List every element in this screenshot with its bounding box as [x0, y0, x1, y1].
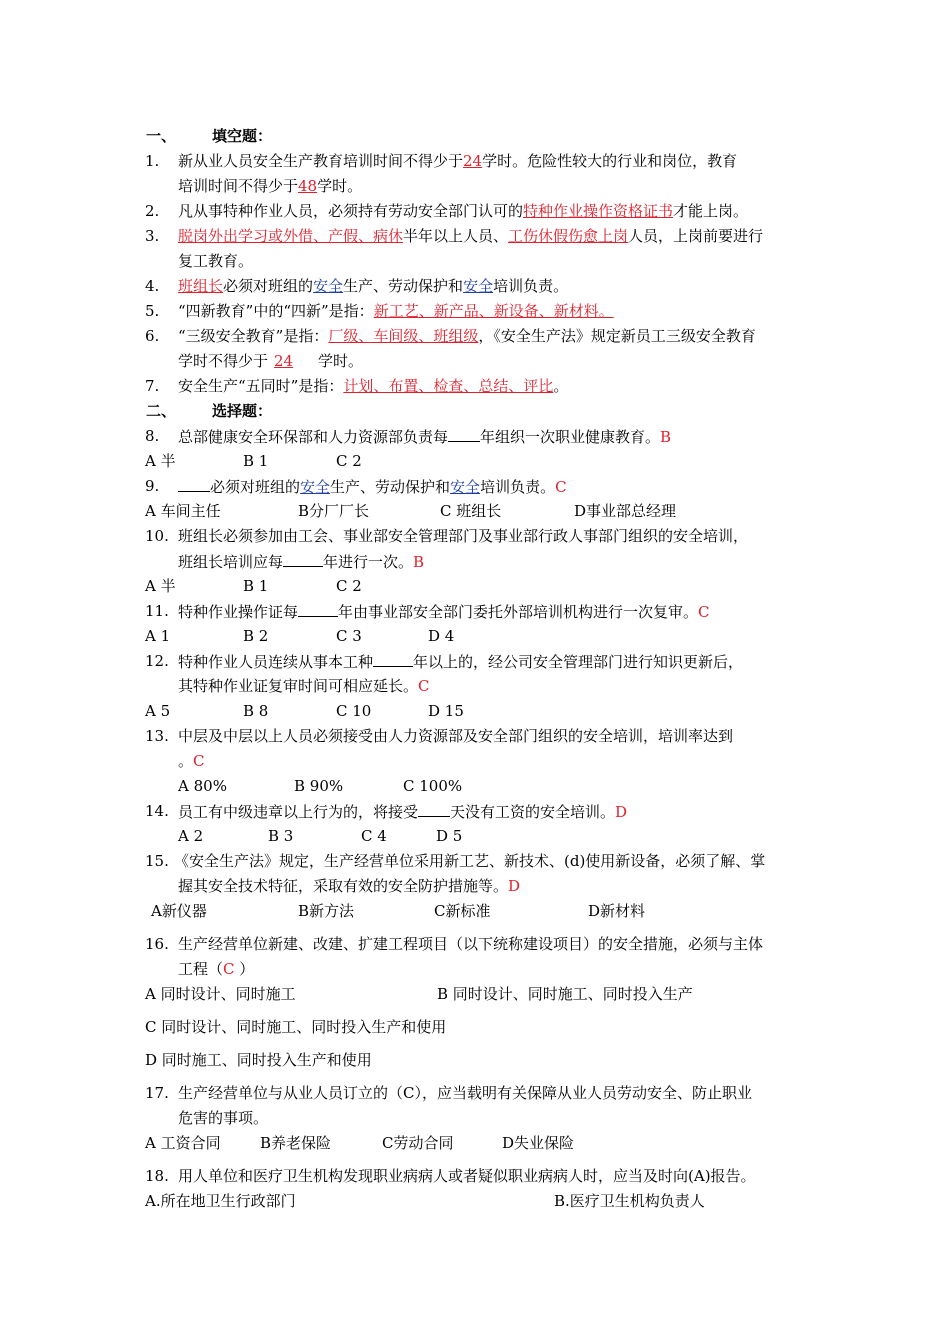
question-number: 1.: [145, 152, 160, 170]
option-c: C 4: [361, 827, 387, 845]
question-number: 12.: [145, 652, 169, 670]
option-a: A 80%: [178, 777, 227, 795]
option-b: B养老保险: [260, 1134, 332, 1152]
option-b: B 1: [243, 452, 269, 470]
keyword-link: 安全: [300, 478, 331, 496]
option-d: D 5: [436, 827, 463, 845]
option-c: C 2: [336, 577, 362, 595]
question-text: 安全生产“五同时”是指：计划、布置、检查、总结、评比。: [178, 377, 569, 395]
option-c: C 同时设计、同时施工、同时投入生产和使用: [145, 1018, 447, 1036]
question-text: 必须对班组的安全生产、劳动保护和安全培训负责。C: [178, 476, 567, 497]
question-text: 复工教育。: [178, 252, 254, 270]
option-b: B 1: [243, 577, 269, 595]
question-text: 。C: [178, 752, 205, 770]
answer-fill: 24: [463, 152, 483, 170]
option-b: B.医疗卫生机构负责人: [554, 1192, 705, 1210]
option-a: A.所在地卫生行政部门: [145, 1192, 296, 1210]
keyword-link: 安全: [463, 277, 494, 295]
question-text: 班组长培训应每 年进行一次。B: [178, 553, 425, 571]
question-text: 新从业人员安全生产教育培训时间不得少于24学时。危险性较大的行业和岗位，教育: [178, 152, 738, 170]
answer-fill: 工伤休假伤愈上岗: [508, 227, 629, 245]
question-number: 18.: [145, 1167, 169, 1185]
option-b: B 8: [243, 702, 269, 720]
question-number: 9.: [145, 477, 160, 495]
question-number: 13.: [145, 727, 169, 745]
question-number: 17.: [145, 1084, 169, 1102]
question-number: 8.: [145, 427, 160, 445]
option-a: A 1: [145, 627, 171, 645]
option-c: C 3: [336, 627, 362, 645]
option-a: A 5: [145, 702, 171, 720]
question-text: 工程（C ）: [178, 960, 255, 978]
section-number: 一、: [146, 127, 177, 145]
answer-fill: 48: [298, 177, 318, 195]
question-text: 总部健康安全环保部和人力资源部负责每 年组织一次职业健康教育。B: [178, 428, 672, 446]
option-b: B 3: [268, 827, 294, 845]
question-number: 10.: [145, 527, 169, 545]
question-text: 培训时间不得少于48学时。: [178, 177, 363, 195]
keyword-link: 安全: [313, 277, 344, 295]
option-b: B 同时设计、同时施工、同时投入生产: [437, 985, 693, 1003]
answer-letter: B: [660, 428, 672, 446]
option-b: B新方法: [298, 902, 355, 920]
question-number: 3.: [145, 227, 160, 245]
question-text: 握其安全技术特征，采取有效的安全防护措施等。D: [178, 877, 521, 895]
section-number: 二、: [146, 402, 177, 420]
question-text: 员工有中级违章以上行为的，将接受 天没有工资的安全培训。D: [178, 803, 628, 821]
option-c: C劳动合同: [382, 1134, 454, 1152]
question-text: 班组长必须参加由工会、事业部安全管理部门及事业部行政人事部门组织的安全培训，: [178, 527, 749, 545]
question-text: “三级安全教育”是指：厂级、车间级、班组级，《安全生产法》规定新员工三级安全教育: [178, 327, 756, 345]
option-c: C 2: [336, 452, 362, 470]
answer-letter: B: [413, 553, 425, 571]
option-d: D 15: [428, 702, 464, 720]
option-b: B 90%: [294, 777, 344, 795]
option-c: C 班组长: [440, 502, 502, 520]
question-number: 2.: [145, 202, 160, 220]
option-a: A 半: [145, 452, 176, 470]
answer-letter: D: [508, 877, 521, 895]
question-number: 11.: [145, 602, 169, 620]
option-d: D新材料: [588, 902, 646, 920]
option-c: C 10: [336, 702, 372, 720]
question-text: 学时不得少于 24 学时。: [178, 352, 364, 370]
question-number: 5.: [145, 302, 160, 320]
option-c: C新标准: [434, 902, 491, 920]
answer-fill: 计划、布置、检查、总结、评比: [343, 377, 554, 395]
answer-letter: C: [698, 603, 710, 621]
answer-letter: D: [615, 803, 628, 821]
question-text: 特种作业人员连续从事本工种 年以上的，经公司安全管理部门进行知识更新后，: [178, 653, 744, 671]
question-number: 15.: [145, 852, 169, 870]
option-a: A 同时设计、同时施工: [145, 985, 296, 1003]
section-title: 选择题：: [212, 402, 273, 420]
question-text: 中层及中层以上人员必须接受由人力资源部及安全部门组织的安全培训，培训率达到: [178, 727, 734, 745]
answer-fill: 新工艺、新产品、新设备、新材料。: [373, 302, 614, 320]
question-text: 其特种作业证复审时间可相应延长。C: [178, 677, 430, 695]
question-text: 生产经营单位新建、改建、扩建工程项目（以下统称建设项目）的安全措施，必须与主体: [178, 935, 764, 953]
option-a: A 2: [178, 827, 204, 845]
keyword-link: 安全: [450, 478, 481, 496]
question-text: 危害的事项。: [178, 1109, 269, 1127]
question-text: 《安全生产法》规定，生产经营单位采用新工艺、新技术、(d)使用新设备，必须了解、掌: [174, 852, 766, 870]
option-a: A 工资合同: [145, 1134, 221, 1152]
option-d: D事业部总经理: [574, 502, 677, 520]
question-number: 6.: [145, 327, 160, 345]
section-title: 填空题：: [212, 127, 273, 145]
question-text: 凡从事特种作业人员，必须持有劳动安全部门认可的特种作业操作资格证书才能上岗。: [178, 202, 749, 220]
answer-fill: 班组长: [178, 277, 224, 295]
answer-letter: C: [193, 752, 205, 770]
question-text: 生产经营单位与从业人员订立的（C），应当载明有关保障从业人员劳动安全、防止职业: [178, 1084, 752, 1102]
answer-letter: C: [223, 960, 235, 978]
option-d: D 同时施工、同时投入生产和使用: [145, 1051, 372, 1069]
question-number: 14.: [145, 802, 169, 820]
option-b: B 2: [243, 627, 269, 645]
answer-fill: 脱岗外出学习或外借、产假、病休: [178, 227, 404, 245]
question-number: 7.: [145, 377, 160, 395]
option-d: D 4: [428, 627, 455, 645]
question-text: 特种作业操作证每 年由事业部安全部门委托外部培训机构进行一次复审。C: [178, 603, 710, 621]
option-c: C 100%: [403, 777, 463, 795]
option-a: A新仪器: [151, 902, 207, 920]
question-number: 4.: [145, 277, 160, 295]
option-a: A 半: [145, 577, 176, 595]
option-d: D失业保险: [502, 1134, 575, 1152]
option-b: B分厂厂长: [298, 502, 370, 520]
question-text: 用人单位和医疗卫生机构发现职业病病人或者疑似职业病病人时，应当及时向(A)报告。: [178, 1167, 756, 1185]
answer-fill: 24: [274, 352, 294, 370]
answer-fill: 厂级、车间级、班组级: [328, 327, 479, 345]
answer-letter: C: [555, 478, 567, 496]
question-text: “四新教育”中的“四新”是指：新工艺、新产品、新设备、新材料。: [178, 302, 614, 320]
answer-fill: 特种作业操作资格证书: [523, 202, 674, 220]
question-text: 脱岗外出学习或外借、产假、病休半年以上人员、工伤休假伤愈上岗人员，上岗前要进行: [178, 227, 764, 245]
answer-letter: C: [418, 677, 430, 695]
option-a: A 车间主任: [145, 502, 221, 520]
question-number: 16.: [145, 935, 169, 953]
question-text: 班组长必须对班组的安全生产、劳动保护和安全培训负责。: [178, 277, 569, 295]
